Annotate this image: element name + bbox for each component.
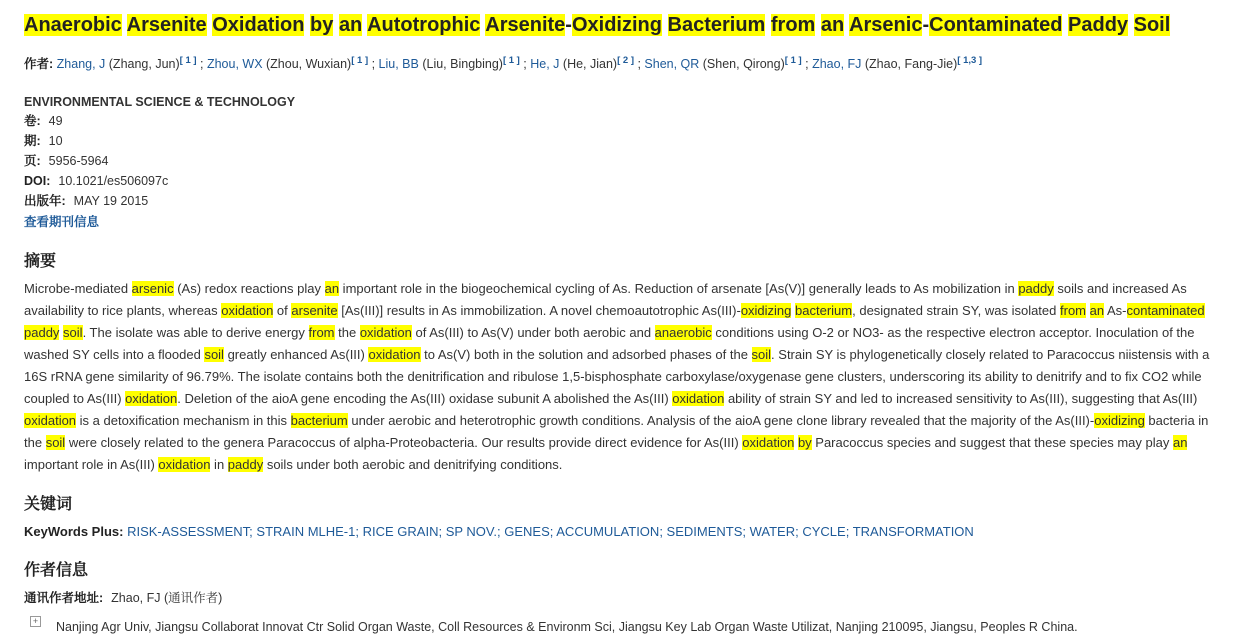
- abstract-highlight: soil: [63, 325, 83, 340]
- abstract-text: [24, 278, 1224, 476]
- abstract-highlight: oxidation: [125, 391, 178, 406]
- title-word: from: [770, 14, 816, 36]
- author-separator: ;: [196, 57, 207, 71]
- author-full-name: (Shen, Qirong): [699, 57, 785, 71]
- abstract-highlight: an: [1089, 303, 1105, 318]
- author-link[interactable]: He, J: [530, 57, 560, 71]
- abstract-fragment: ability of strain SY and led to increased sensitivity to As(III), suggesting that As(III): [724, 391, 1198, 406]
- abstract-highlight: oxidation: [742, 435, 795, 450]
- title-word: Arsenite: [126, 14, 207, 36]
- corresponding-address-row: [24, 588, 1236, 608]
- abstract-fragment: greatly enhanced As(III): [223, 347, 369, 362]
- abstract-highlight: anaerobic: [654, 325, 712, 340]
- author-info-section: [24, 560, 1236, 634]
- expand-plus-icon[interactable]: +: [30, 616, 41, 627]
- abstract-highlight: soil: [204, 347, 224, 362]
- title-separator: [662, 14, 668, 36]
- address-text: Nanjing Agr Univ, Jiangsu Collaborat Innovat Ctr Solid Organ Waste, Coll Resources & Environm Sci, Jiangsu Key Lab Organ Waste Utilizat, Nanjing 210095, Jiangsu, Peoples R China.: [56, 620, 1078, 634]
- author-full-name: (Liu, Bingbing): [418, 57, 503, 71]
- corresponding-label: 通讯作者地址:: [24, 591, 104, 605]
- keyword-separator: ;: [438, 524, 446, 539]
- abstract-highlight: oxidizing: [740, 303, 792, 318]
- pages-value: 5956-5964: [48, 154, 109, 168]
- doi-label: DOI:: [24, 174, 51, 188]
- abstract-highlight: by: [797, 435, 812, 450]
- abstract-highlight: oxidation: [672, 391, 725, 406]
- title-word: an: [820, 14, 845, 36]
- author-link[interactable]: Zhao, FJ: [812, 57, 862, 71]
- abstract-fragment: bacteria in the: [24, 413, 1209, 450]
- keyword-link[interactable]: STRAIN MLHE-1: [256, 524, 356, 539]
- title-word: Soil: [1133, 14, 1171, 36]
- title-word: an: [338, 14, 363, 36]
- abstract-fragment: were closely related to the genera Paracoccus of alpha-Proteobacteria. Our results provide direct evidence for As(III): [65, 435, 743, 450]
- abstract-fragment: under aerobic and heterotrophic growth conditions. Analysis of the aioA gene clone library revealed that the majority of the As(III)-: [347, 413, 1095, 428]
- issue-label: 期:: [24, 134, 41, 148]
- corresponding-value: Zhao, FJ (通讯作者): [111, 591, 223, 605]
- address-row: [24, 614, 1236, 634]
- author-affiliation-ref[interactable]: [ 2 ]: [617, 55, 634, 66]
- abstract-heading: 摘要: [24, 253, 57, 270]
- abstract-highlight: paddy: [227, 457, 264, 472]
- volume-label: 卷:: [24, 114, 41, 128]
- abstract-fragment: the: [334, 325, 360, 340]
- title-word: by: [310, 14, 334, 36]
- author-affiliation-ref[interactable]: [ 1 ]: [351, 55, 369, 66]
- abstract-fragment: As-: [1104, 303, 1127, 318]
- abstract-fragment: is a detoxification mechanism in this: [76, 413, 291, 428]
- keywords-heading: 关键词: [24, 496, 73, 513]
- title-word: Oxidation: [212, 14, 305, 36]
- keyword-separator: ;: [355, 524, 363, 539]
- abstract-highlight: from: [308, 325, 335, 340]
- title-separator: [122, 14, 127, 36]
- author-link[interactable]: Zhang, J: [56, 57, 106, 71]
- authors-line: [24, 52, 1236, 73]
- abstract-fragment: of As(III) to As(V) under both aerobic and: [411, 325, 655, 340]
- journal-info: [24, 93, 1236, 233]
- abstract-fragment: , designated strain SY, was isolated: [852, 303, 1060, 318]
- keyword-link[interactable]: CYCLE: [802, 524, 846, 539]
- abstract-highlight: paddy: [24, 325, 60, 340]
- abstract-highlight: an: [1172, 435, 1188, 450]
- abstract-highlight: oxidation: [368, 347, 421, 362]
- keywords-section: [24, 494, 1236, 542]
- abstract-fragment: soils and increased As availability to rice plants, whereas: [24, 281, 1187, 318]
- author-full-name: (Zhao, Fang-Jie): [861, 57, 958, 71]
- abstract-highlight: soil: [751, 347, 772, 362]
- author-full-name: (Zhang, Jun): [105, 57, 180, 71]
- abstract-section: [24, 251, 1236, 476]
- abstract-highlight: bacterium: [795, 303, 853, 318]
- title-word: Arsenite: [485, 14, 566, 36]
- keywords-plus-line: [24, 522, 1236, 542]
- abstract-highlight: bacterium: [290, 413, 348, 428]
- abstract-fragment: soils under both aerobic and denitrifying conditions.: [263, 457, 563, 472]
- author-affiliation-ref[interactable]: [ 1 ]: [784, 55, 802, 66]
- authors-label: 作者:: [24, 57, 54, 71]
- author-link[interactable]: Liu, BB: [378, 57, 419, 71]
- keyword-link[interactable]: RISK-ASSESSMENT: [127, 524, 250, 539]
- author-separator: ;: [519, 57, 531, 71]
- keyword-link[interactable]: RICE GRAIN: [362, 524, 439, 539]
- abstract-fragment: . The isolate was able to derive energy: [82, 325, 309, 340]
- abstract-fragment: of: [273, 303, 292, 318]
- abstract-highlight: oxidation: [359, 325, 412, 340]
- keyword-separator: ;: [497, 524, 505, 539]
- abstract-fragment: in: [210, 457, 228, 472]
- title-word: Paddy: [1068, 14, 1129, 36]
- view-journal-info-link[interactable]: 查看期刊信息: [24, 215, 100, 229]
- pages-row: [24, 151, 1236, 171]
- keyword-link[interactable]: ACCUMULATION: [556, 524, 660, 539]
- abstract-fragment: conditions using O-2 or NO3- as the respective electron acceptor. Inoculation of the washed SY cells into a flooded: [24, 325, 1195, 362]
- author-link[interactable]: Shen, QR: [644, 57, 700, 71]
- issue-row: [24, 131, 1236, 151]
- journal-name: ENVIRONMENTAL SCIENCE & TECHNOLOGY: [24, 95, 296, 109]
- keyword-separator: ;: [659, 524, 667, 539]
- keyword-separator: ;: [742, 524, 750, 539]
- title-word: Bacterium: [667, 14, 766, 36]
- keyword-link[interactable]: SEDIMENTS: [666, 524, 743, 539]
- keyword-link[interactable]: WATER: [749, 524, 796, 539]
- abstract-fragment: (As) redox reactions play: [173, 281, 325, 296]
- abstract-highlight: an: [324, 281, 340, 296]
- author-separator: ;: [801, 57, 813, 71]
- author-affiliation-ref[interactable]: [ 1 ]: [502, 55, 520, 66]
- article-title: [24, 10, 1236, 40]
- abstract-highlight: arsenite: [291, 303, 338, 318]
- abstract-highlight: oxidation: [221, 303, 274, 318]
- title-separator: -: [565, 14, 572, 36]
- pubdate-row: [24, 191, 1236, 211]
- title-word: Oxidizing: [571, 14, 662, 36]
- abstract-highlight: oxidation: [24, 413, 77, 428]
- abstract-highlight: from: [1060, 303, 1086, 318]
- pages-label: 页:: [24, 154, 41, 168]
- keywords-plus-label: KeyWords Plus:: [24, 524, 124, 539]
- author-separator: ;: [633, 57, 645, 71]
- author-separator: ;: [368, 57, 379, 71]
- abstract-highlight: arsenic: [131, 281, 174, 296]
- doi-value: 10.1021/es506097c: [58, 174, 169, 188]
- keyword-separator: ;: [845, 524, 853, 539]
- keyword-separator: ;: [795, 524, 803, 539]
- abstract-fragment: Microbe-mediated: [24, 281, 132, 296]
- pubdate-label: 出版年:: [24, 194, 66, 208]
- abstract-fragment: . Strain SY is phylogenetically closely related to Paracoccus niistensis with a 16S rRNA gene similarity of 96.79%. The isolate contains both the denitrification and ribulose 1,5-bisphosphate carboxylase/oxygenase gene clusters, underscoring its ability to denitrify and to fix CO2 while coupled to As(III): [24, 347, 1210, 406]
- title-separator: [1128, 14, 1134, 36]
- abstract-highlight: oxidation: [158, 457, 211, 472]
- title-word: Autotrophic: [367, 14, 481, 36]
- title-word: Contaminated: [929, 14, 1063, 36]
- pubdate-value: MAY 19 2015: [73, 194, 149, 208]
- volume-row: [24, 111, 1236, 131]
- abstract-fragment: [As(III)] results in As immobilization. A novel chemoautotrophic As(III)-: [337, 303, 741, 318]
- abstract-fragment: to As(V) both in the solution and adsorbed phases of the: [420, 347, 752, 362]
- author-full-name: (He, Jian): [559, 57, 618, 71]
- author-affiliation-ref[interactable]: [ 1 ]: [179, 55, 197, 66]
- abstract-fragment: Paracoccus species and suggest that these species may play: [811, 435, 1173, 450]
- abstract-fragment: . Deletion of the aioA gene encoding the As(III) oxidase subunit A abolished the As(III): [177, 391, 673, 406]
- abstract-fragment: important role in As(III): [24, 457, 159, 472]
- author-full-name: (Zhou, Wuxian): [262, 57, 352, 71]
- title-word: Arsenic: [849, 14, 923, 36]
- title-word: Anaerobic: [24, 14, 122, 36]
- abstract-highlight: paddy: [1018, 281, 1054, 296]
- abstract-highlight: oxidizing: [1094, 413, 1145, 428]
- keyword-link[interactable]: GENES: [504, 524, 550, 539]
- keyword-link[interactable]: TRANSFORMATION: [852, 524, 974, 539]
- issue-value: 10: [48, 134, 63, 148]
- keyword-separator: ;: [549, 524, 557, 539]
- abstract-highlight: soil: [45, 435, 66, 450]
- doi-row: [24, 171, 1236, 191]
- abstract-highlight: contaminated: [1126, 303, 1205, 318]
- keyword-separator: ;: [249, 524, 257, 539]
- keyword-link[interactable]: SP NOV.: [445, 524, 497, 539]
- title-separator: -: [922, 14, 930, 36]
- author-affiliation-ref[interactable]: [ 1,3 ]: [957, 55, 983, 66]
- author-info-heading: 作者信息: [24, 562, 89, 579]
- abstract-fragment: important role in the biogeochemical cycling of As. Reduction of arsenate [As(V)] generally leads to As mobilization in: [339, 281, 1019, 296]
- author-link[interactable]: Zhou, WX: [206, 57, 263, 71]
- volume-value: 49: [48, 114, 63, 128]
